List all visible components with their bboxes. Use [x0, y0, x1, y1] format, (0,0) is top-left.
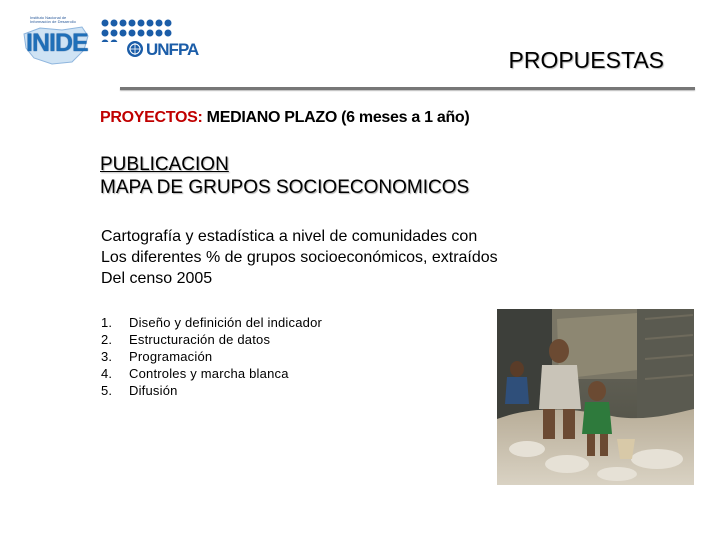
step-number: 4. [101, 366, 113, 381]
step-text: Programación [129, 349, 213, 364]
unfpa-wordmark: UNFPA [146, 40, 199, 59]
inide-wordmark: INIDE [26, 29, 88, 57]
children-photo-image [497, 309, 694, 485]
step-text: Difusión [129, 383, 178, 398]
step-text: Diseño y definición del indicador [129, 315, 323, 330]
publicacion-heading [100, 153, 469, 199]
steps-list [101, 314, 322, 399]
unfpa-logo [100, 16, 199, 72]
proyectos-text: MEDIANO PLAZO (6 meses a 1 año) [206, 109, 470, 126]
description-line2: Los diferentes % de grupos socioeconómicos, extraídos [101, 249, 498, 266]
step-text: Estructuración de datos [129, 332, 271, 347]
step-number: 5. [101, 383, 113, 398]
description [101, 226, 498, 289]
list-item [101, 365, 322, 382]
step-number: 1. [101, 315, 113, 330]
slide-title: PROPUESTAS [508, 47, 664, 73]
list-item [101, 331, 322, 348]
inide-logo [22, 16, 90, 64]
proyectos-line [100, 109, 469, 127]
publicacion-line2: MAPA DE GRUPOS SOCIOECONOMICOS [100, 177, 470, 198]
title-divider [120, 87, 695, 90]
step-text: Controles y marcha blanca [129, 366, 289, 381]
unfpa-dots-icon [100, 18, 184, 42]
description-line3: Del censo 2005 [101, 270, 213, 287]
description-line1: Cartografía y estadística a nivel de comunidades con [101, 228, 478, 245]
inide-small-text: Instituto Nacional de Información de Desarrollo [30, 15, 76, 24]
step-number: 2. [101, 332, 113, 347]
list-item [101, 382, 322, 399]
publicacion-line1: PUBLICACION [100, 154, 229, 175]
community-photo [497, 309, 694, 485]
proyectos-label: PROYECTOS: [100, 109, 203, 126]
list-item [101, 348, 322, 365]
step-number: 3. [101, 349, 113, 364]
un-emblem-icon [126, 40, 144, 58]
list-item [101, 314, 322, 331]
